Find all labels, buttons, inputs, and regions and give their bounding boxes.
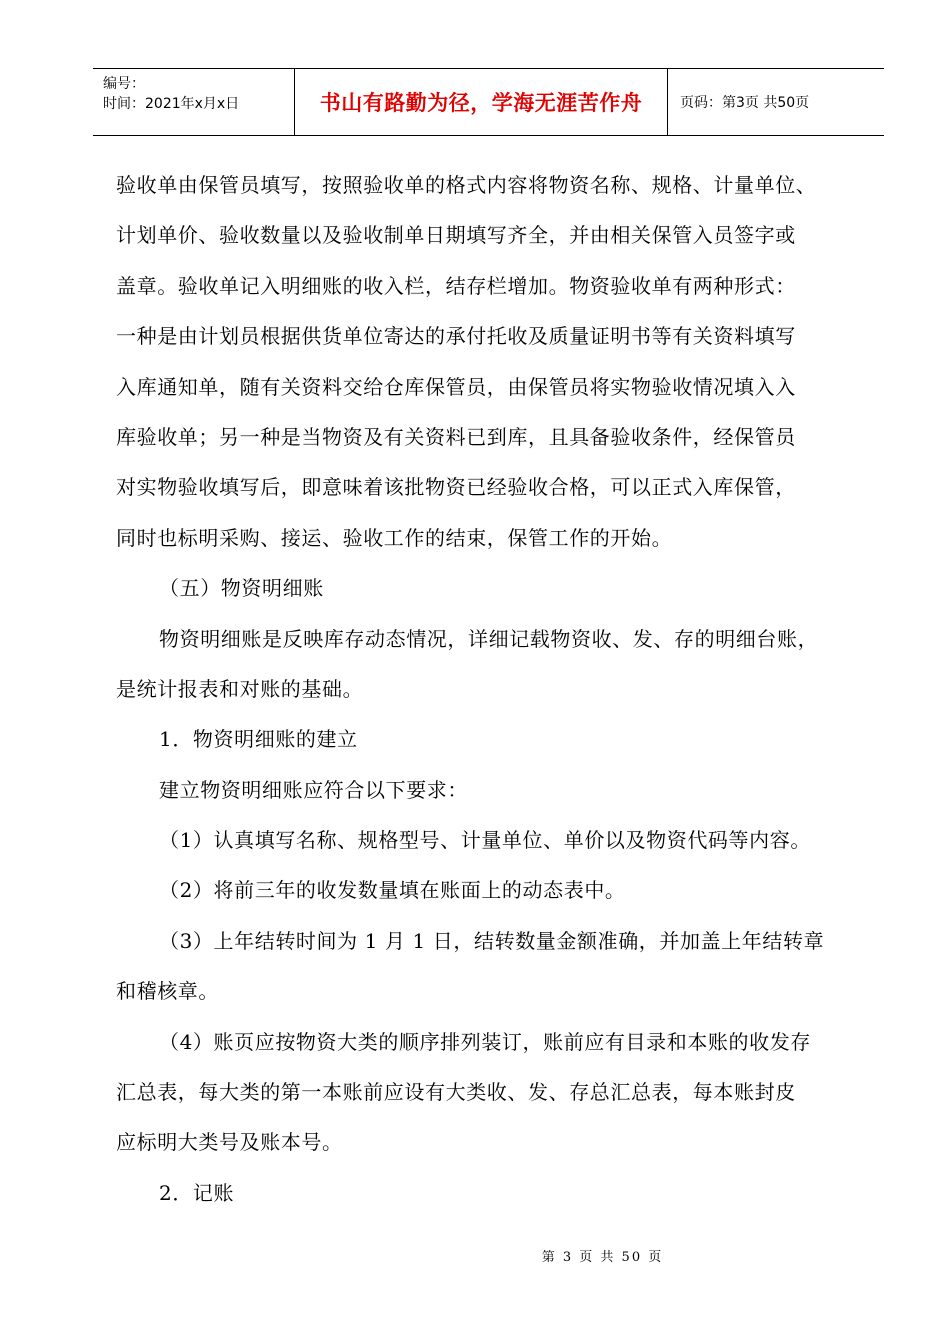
page-footer — [0, 1246, 950, 1265]
list-item: （4）账页应按物资大类的顺序排列装订，账前应有目录和本账的收发存 — [159, 1029, 811, 1054]
header-page-info: 页码：第3页 共50页 — [680, 95, 810, 111]
body-line: 计划单价、验收数量以及验收制单日期填写齐全，并由相关保管入员签字或 — [116, 223, 796, 248]
doc-time-label: 时间：2021年x月x日 — [103, 96, 240, 112]
subsection-heading: 1．物资明细账的建立 — [159, 727, 358, 752]
body-line: 一种是由计划员根据供货单位寄达的承付托收及质量证明书等有关资料填写 — [116, 324, 796, 349]
list-item: （2）将前三年的收发数量填在账面上的动态表中。 — [159, 878, 626, 903]
list-item-continuation: 应标明大类号及账本号。 — [116, 1130, 343, 1155]
body-line: 库验收单；另一种是当物资及有关资料已到库，且具备验收条件，经保管员 — [116, 424, 796, 449]
subsection-heading: 2．记账 — [159, 1180, 235, 1205]
body-line: 对实物验收填写后，即意味着该批物资已经验收合格，可以正式入库保管， — [116, 475, 796, 500]
header-motto: 书山有路勤为径，学海无涯苦作舟 — [295, 69, 668, 135]
body-line: 入库通知单，随有关资料交给仓库保管员，由保管员将实物验收情况填入入 — [116, 374, 796, 399]
body-line: 同时也标明采购、接运、验收工作的结束，保管工作的开始。 — [116, 525, 673, 550]
document-body — [116, 160, 861, 1218]
body-line: 验收单由保管员填写，按照验收单的格式内容将物资名称、规格、计量单位、 — [116, 173, 817, 197]
body-line: 盖章。验收单记入明细账的收入栏，结存栏增加。物资验收单有两种形式： — [116, 273, 796, 298]
footer-page-number: 第 3 页 共 50 页 — [541, 1250, 664, 1265]
body-line: 物资明细账是反映库存动态情况，详细记载物资收、发、存的明细台账， — [159, 626, 819, 651]
doc-code-label: 编号： — [103, 76, 145, 92]
page-header — [93, 68, 884, 136]
body-line: 建立物资明细账应符合以下要求： — [159, 777, 468, 802]
list-item-continuation: 和稽核章。 — [116, 979, 219, 1004]
list-item: （3）上年结转时间为 1 月 1 日，结转数量金额准确，并加盖上年结转章 — [159, 928, 825, 953]
header-meta — [93, 69, 295, 135]
body-line: 是统计报表和对账的基础。 — [116, 676, 364, 701]
list-item: （1）认真填写名称、规格型号、计量单位、单价以及物资代码等内容。 — [159, 828, 811, 853]
section-heading: （五）物资明细账 — [159, 576, 324, 601]
list-item-continuation: 汇总表，每大类的第一本账前应设有大类收、发、存总汇总表，每本账封皮 — [116, 1080, 796, 1105]
